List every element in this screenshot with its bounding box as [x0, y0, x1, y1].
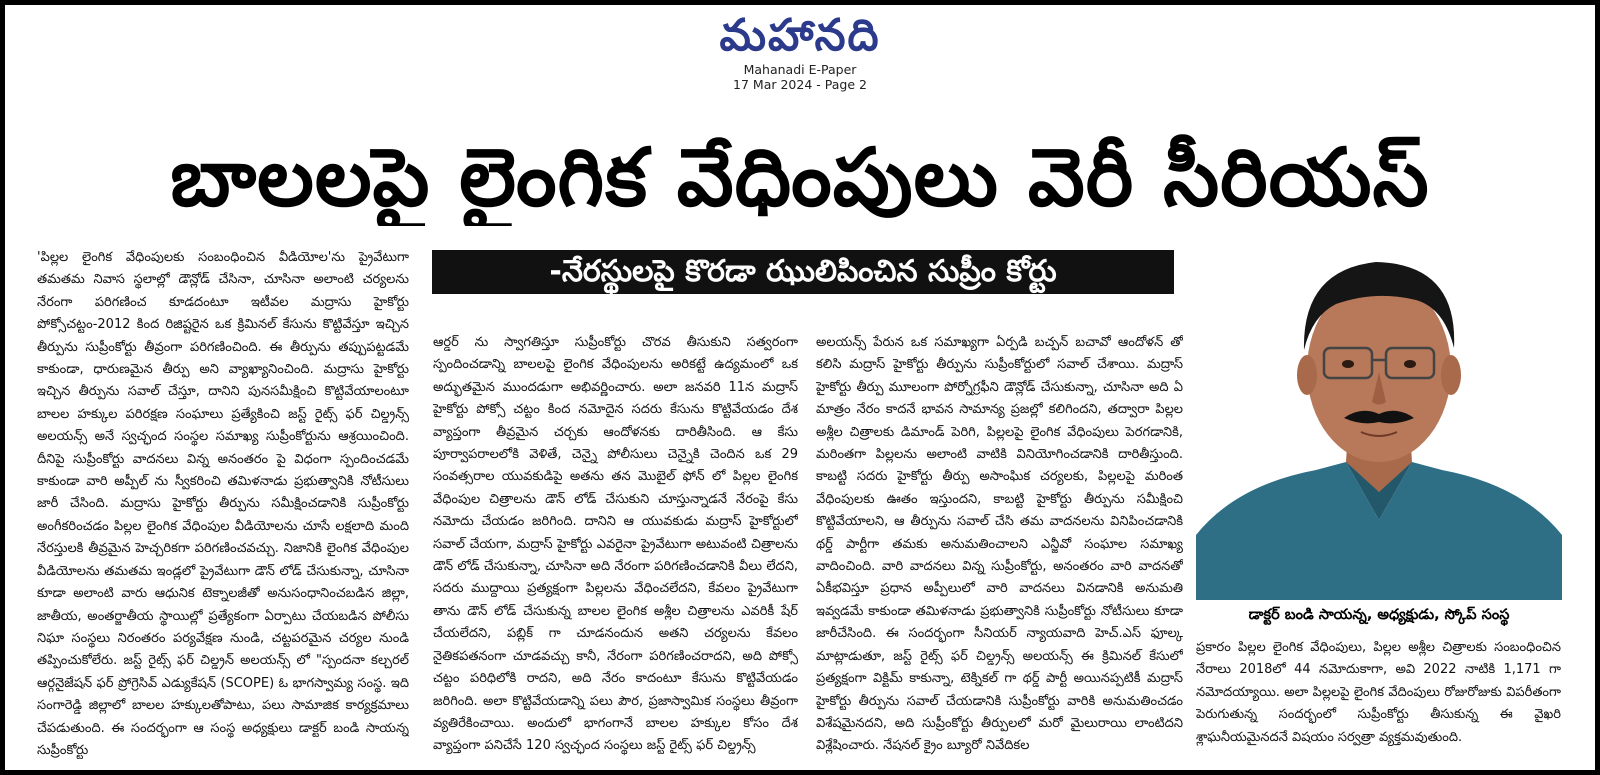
- article-column-4: [1196, 637, 1561, 772]
- portrait-photo: [1196, 230, 1562, 600]
- newspaper-logo: మహానది: [719, 10, 881, 61]
- column-text: అలయన్స్ పేరున ఒక సమాఖ్యగా ఏర్పడి బచ్పన్ బచావో ఆందోళన్ తో కలిసి మద్రాస్ హైకోర్టు తీర్పును సుప్రీంకోర్టులో సవాల్ చేశాయి. మద్రాస్ హైకోర్టు తీర్పు మూలంగా పోర్నోగ్రఫీని డౌన్లోడ్ చేసుకున్నా, చూసినా అది ఏ మాత్రం నేరం కాదనే భావన సామాన్య ప్రజల్లో కలిగిందని, తద్వారా పిల్లల అశ్లీల చిత్రాలకు డిమాండ్ పెరిగి, పిల్లలపై లైంగిక వేధింపులు పెరగడానికి, మరింతగా పిల్లలను అలాంటి వాటికి వినియోగించడానికి దారితీస్తుంది. కాబట్టి సదరు హైకోర్టు తీర్పు అసాంఘిక చర్యలకు, పిల్లలపై మరింత వేధింపులకు ఊతం ఇస్తుందని, కాబట్టి హైకోర్టు తీర్పును సమీక్షించి కొట్టివేయాలని, ఆ తీర్పును సవాల్ చేసి తమ వాదనలను వినిపించడానికి థర్డ్ పార్టీగా తమకు అనుమతించాలని ఎన్జీవో సంఘాల సమాఖ్య వాదించింది. వారి వాదనలు విన్న సుప్రీంకోర్టు, అనంతరం వారి వాదనతో ఏకీభవిస్తూ ప్రధాన అప్పీలులో వారి వాదనలు వినడానికి అనుమతి ఇవ్వడమే కాకుండా తమిళనాడు ప్రభుత్వానికి సుప్రీంకోర్టు నోటీసులు కూడా జారీచేసింది. ఈ సందర్భంగా సీనియర్ న్యాయవాది హెచ్.ఎస్ ఫూల్క మాట్లాడుతూ, జస్ట్ రైట్స్ ఫర్ చిల్డ్రన్స్ అలయన్స్ ఈ క్రిమినల్ కేసులో ప్రత్యక్షంగా విక్టిమ్ కాకున్నా, టెక్నికల్ గా థర్డ్ పార్టీ అయినప్పటికీ మద్రాస్ హైకోర్టు తీర్పును సవాల్ చేయడానికి సుప్రీంకోర్టు వారికి అనుమతించడం విశేషమైనదని, అది సుప్రీంకోర్టు తీర్పులలో మరో మైలురాయి లాంటిదని విశ్లేషించారు. నేషనల్ క్రైం బ్యూరో నివేదికల: [816, 335, 1183, 754]
- column-text: 'పిల్లల లైంగిక వేధింపులకు సంబంధించిన వీడియోల'ను ప్రైవేటుగా తమతమ నివాస స్థలాల్లో డౌన్లోడ్ చేసినా, చూసినా అలాంటి చర్యలను నేరంగా పరిగణించ కూడదంటూ ఇటీవల మద్రాసు హైకోర్టు పోక్సోచట్టం-2012 కింద రిజిష్టరైన ఒక క్రిమినల్ కేసును కొట్టివేస్తూ ఇచ్చిన తీర్పును సుప్రీంకోర్టు తీవ్రంగా పరిగణించింది. ఈ తీర్పును తప్పుపట్టడమే కాకుండా, ధారుణమైన తీర్పు అని వ్యాఖ్యానించింది. మద్రాసు హైకోర్టు ఇచ్చిన తీర్పును సవాల్ చేస్తూ, దానిని పునసమీక్షించి కొట్టివేయాలంటూ బాలల హక్కుల పరిరక్షణ సంఘాలు ప్రత్యేకించి జస్ట్ రైట్స్ ఫర్ చిల్డ్రన్స్ అలయన్స్ అనే స్వచ్ఛంద సంస్థల సమాఖ్య సుప్రీంకోర్టును ఆశ్రయించింది. దీనిపై సుప్రీంకోర్టు వాదనలు విన్న అనంతరం పై విధంగా స్పందించడమే కాకుండా వారి అప్పీల్ ను స్వీకరించి తమిళనాడు ప్రభుత్వానికి నోటీసులు జారీ చేసింది. మద్రాసు హైకోర్టు తీర్పును సమీక్షించడానికి సుప్రీంకోర్టు అంగీకరించడం పిల్లల లైంగిక వేధింపుల వీడియోలను చూసే లక్షలాది మంది నేరస్తులకి తీవ్రమైన హెచ్చరికగా పరిగణించవచ్చు. నిజానికి లైంగిక వేధింపుల వీడియోలను తమతమ ఇండ్లలో ప్రైవేటుగా డౌన్ లోడ్ చేసుకున్నా, చూసినా కూడా అలాంటి వారు ఆధునిక టెక్నాలజీతో అనుసంధానించబడిన జిల్లా, జాతీయ, అంతర్జాతీయ స్థాయిల్లో ప్రత్యేకంగా ఏర్పాటు చేయబడిన పోలీసు నిఘా సంస్థలు నిరంతరం పర్యవేక్షణ నుండి, చట్టపరమైన చర్యల నుండి తప్పించుకోలేరు. జస్ట్ రైట్స్ ఫర్ చిల్డ్రన్ అలయన్స్ లో "స్పందనా కల్చరల్ ఆర్గనైజేషన్ ఫర్ ప్రోగ్రెసివ్ ఎడ్యుకేషన్ (SCOPE) ఓ భాగస్వామ్య సంస్థ. ఇది సంగారెడ్డి జిల్లాలో బాలల హక్కులతోపాటు, పలు సామాజిక కార్యక్రమాలు చేపడుతుంది. ఈ సందర్భంగా ఆ సంస్థ అధ్యక్షులు డాక్టర్ బండి సాయన్న సుప్రీంకోర్టు: [37, 250, 409, 758]
- article-column-3: [816, 332, 1183, 770]
- photo-caption: డాక్టర్ బండి సాయన్న, అధ్యక్షుడు, స్కోప్ సంస్థ: [1248, 607, 1510, 623]
- article-column-2: [433, 332, 798, 770]
- article-subheadline: -నేరస్థులపై కొరడా ఝులిపించిన సుప్రీం కోర్టు: [432, 250, 1174, 294]
- column-text: ఆర్డర్ ను స్వాగతిస్తూ సుప్రీంకోర్టు చొరవ తీసుకుని సత్వరంగా స్పందించడాన్ని బాలలపై లైంగిక వేధింపులను అరికట్టే ఉద్యమంలో ఒక అద్భుతమైన ముందడుగా అభివర్ణించారు. అలా జనవరి 11న మద్రాస్ హైకోర్టు పోక్సో చట్టం కింద నమోదైన సదరు కేసును కొట్టివేయడం దేశ వ్యాప్తంగా తీవ్రమైన చర్చకు ఆందోళనకు దారితీసింది. ఆ కేసు పూర్వాపరాలలోకి వెళితే, చెన్నై పోలీసులు చెన్నైకి చెందిన ఒక 29 సంవత్సరాల యువకుడిపై అతను తన మొబైల్ ఫోన్ లో పిల్లల లైంగిక వేధింపుల చిత్రాలను డౌన్ లోడ్ చేసుకుని చూస్తున్నాడనే నేరంపై కేసు నమోదు చేయడం జరిగింది. దానిని ఆ యువకుడు మద్రాస్ హైకోర్టులో సవాల్ చేయగా, మద్రాస్ హైకోర్టు ఎవరైనా ప్రైవేటుగా అటువంటి చిత్రాలను డౌన్ లోడ్ చేసుకున్నా, చూసినా అది నేరంగా పరిగణించడానికి వీలు లేదని, సదరు ముద్దాయి ప్రత్యక్షంగా పిల్లలను వేధించలేదని, కేవలం ప్రైవేటుగా తాను డౌన్ లోడ్ చేసుకున్న బాలల లైంగిక అశ్లీల చిత్రాలను ఎవరికీ షేర్ చేయలేదని, పబ్లిక్ గా చూడనందున అతని చర్యలను కేవలం నైతికపతనంగా చూడవచ్చు కానీ, నేరంగా పరిగణించరాదని, అది పోక్సో చట్టం పరిధిలోకి రాదని, అది నేరం కాదంటూ కేసును కొట్టివేయడం జరిగింది. అలా కొట్టివేయడాన్ని పలు పౌర, ప్రజాస్వామిక సంస్థలు తీవ్రంగా వ్యతిరేకించాయి. అందులో భాగంగానే బాలల హక్కుల కోసం దేశ వ్యాప్తంగా పనిచేసే 120 స్వచ్ఛంద సంస్థలు జస్ట్ రైట్స్ ఫర్ చిల్డ్రన్స్: [433, 335, 798, 754]
- column-text: ప్రకారం పిల్లల లైంగిక వేధింపులు, పిల్లల అశ్లీల చిత్రాలకు సంబంధించిన నేరాలు 2018లో 44 నమోదుకాగా, అవి 2022 నాటికి 1,171 గా నమోదయ్యాయి. అలా పిల్లలపై లైంగిక వేదింపులు రోజురోజుకు విపరీతంగా పెరుగుతున్న సందర్భంలో సుప్రీంకోర్టు తీసుకున్న ఈ వైఖరి శ్లాఘనీయమైనదనే విషయం సర్వత్రా వ్యక్తమవుతుంది.: [1196, 640, 1561, 745]
- masthead: [0, 10, 1600, 92]
- portrait-illustration: [1196, 230, 1562, 600]
- dateline: 17 Mar 2024 - Page 2: [733, 77, 867, 92]
- edition-name: Mahanadi E-Paper: [743, 62, 857, 77]
- article-headline: బాలలపై లైంగిక వేధింపులు వెరీ సీరియస్: [170, 131, 1430, 224]
- article-column-1: [37, 247, 409, 767]
